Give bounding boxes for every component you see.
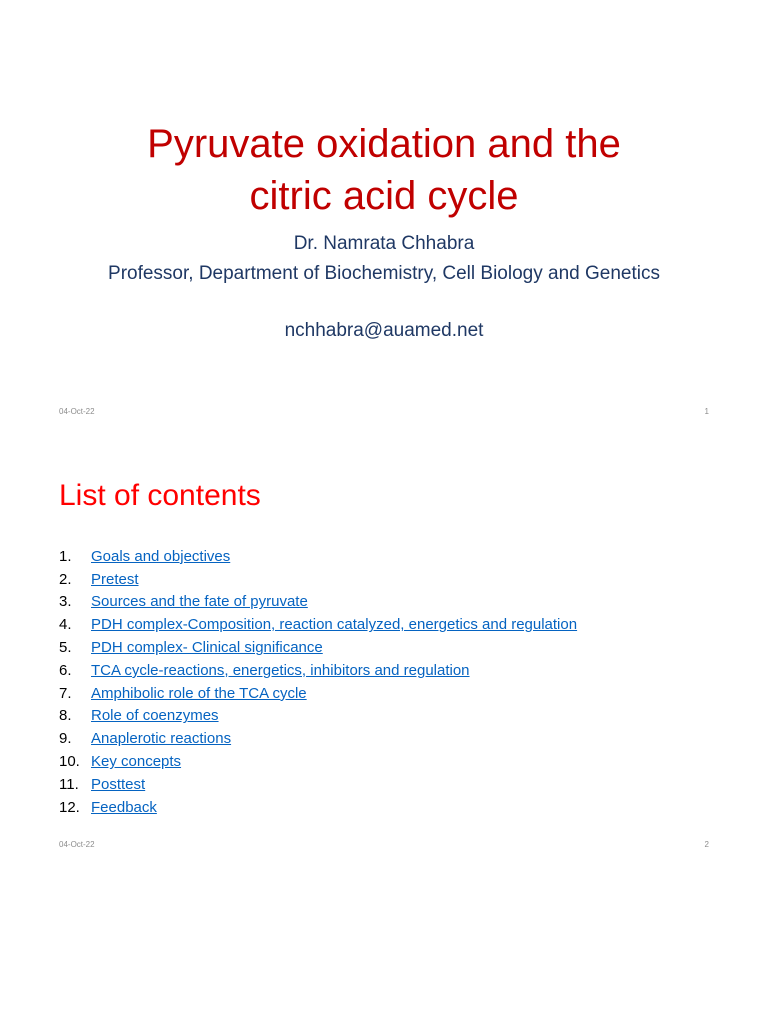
item-number: 10. [59,753,80,771]
toc-link-pdh-clinical[interactable]: PDH complex- Clinical significance [91,639,323,657]
toc-link-amphibolic[interactable]: Amphibolic role of the TCA cycle [91,684,307,702]
item-number: 7. [59,684,72,702]
contents-heading: List of contents [59,479,261,512]
list-item [59,591,577,614]
toc-link-pdh-composition[interactable]: PDH complex-Composition, reaction catalyzed, energetics and regulation [91,616,578,634]
item-number: 11. [59,775,79,793]
item-number: 1. [59,547,72,565]
footer-date: 04-Oct-22 [59,840,95,849]
list-item [59,568,577,591]
list-item [59,773,577,796]
list-item [59,545,577,568]
list-item [59,682,577,705]
item-number: 4. [59,616,72,634]
toc-link-anaplerotic[interactable]: Anaplerotic reactions [91,730,232,748]
contents-slide [0,432,768,864]
toc-link-sources[interactable]: Sources and the fate of pyruvate [91,593,308,611]
list-item [59,705,577,728]
list-item [59,659,577,682]
page-number: 1 [704,407,709,416]
toc-link-coenzymes[interactable]: Role of coenzymes [91,707,219,725]
author-affiliation: Professor, Department of Biochemistry, Cell Biology and Genetics [108,263,660,284]
item-number: 5. [59,639,72,657]
page-number: 2 [704,840,709,849]
list-item [59,796,577,819]
footer-date: 04-Oct-22 [59,407,95,416]
item-number: 3. [59,593,72,611]
item-number: 9. [59,730,72,748]
list-item [59,613,577,636]
toc-link-posttest[interactable]: Posttest [91,775,146,793]
author-email: nchhabra@auamed.net [284,320,484,341]
item-number: 2. [59,570,72,588]
title-line-1: Pyruvate oxidation and the [147,122,621,166]
slide-title [0,118,768,222]
toc-link-tca-cycle[interactable]: TCA cycle-reactions, energetics, inhibitors and regulation [91,661,470,679]
title-line-2: citric acid cycle [249,174,519,218]
toc-link-pretest[interactable]: Pretest [91,570,139,588]
author-name: Dr. Namrata Chhabra [293,233,475,254]
toc-link-goals[interactable]: Goals and objectives [91,547,231,565]
title-slide [0,0,768,432]
item-number: 12. [59,798,80,816]
toc-link-key-concepts[interactable]: Key concepts [91,753,182,771]
list-item [59,750,577,773]
toc-link-feedback[interactable]: Feedback [91,798,157,816]
list-item [59,636,577,659]
item-number: 8. [59,707,72,725]
table-of-contents [59,545,577,819]
item-number: 6. [59,661,72,679]
list-item [59,727,577,750]
